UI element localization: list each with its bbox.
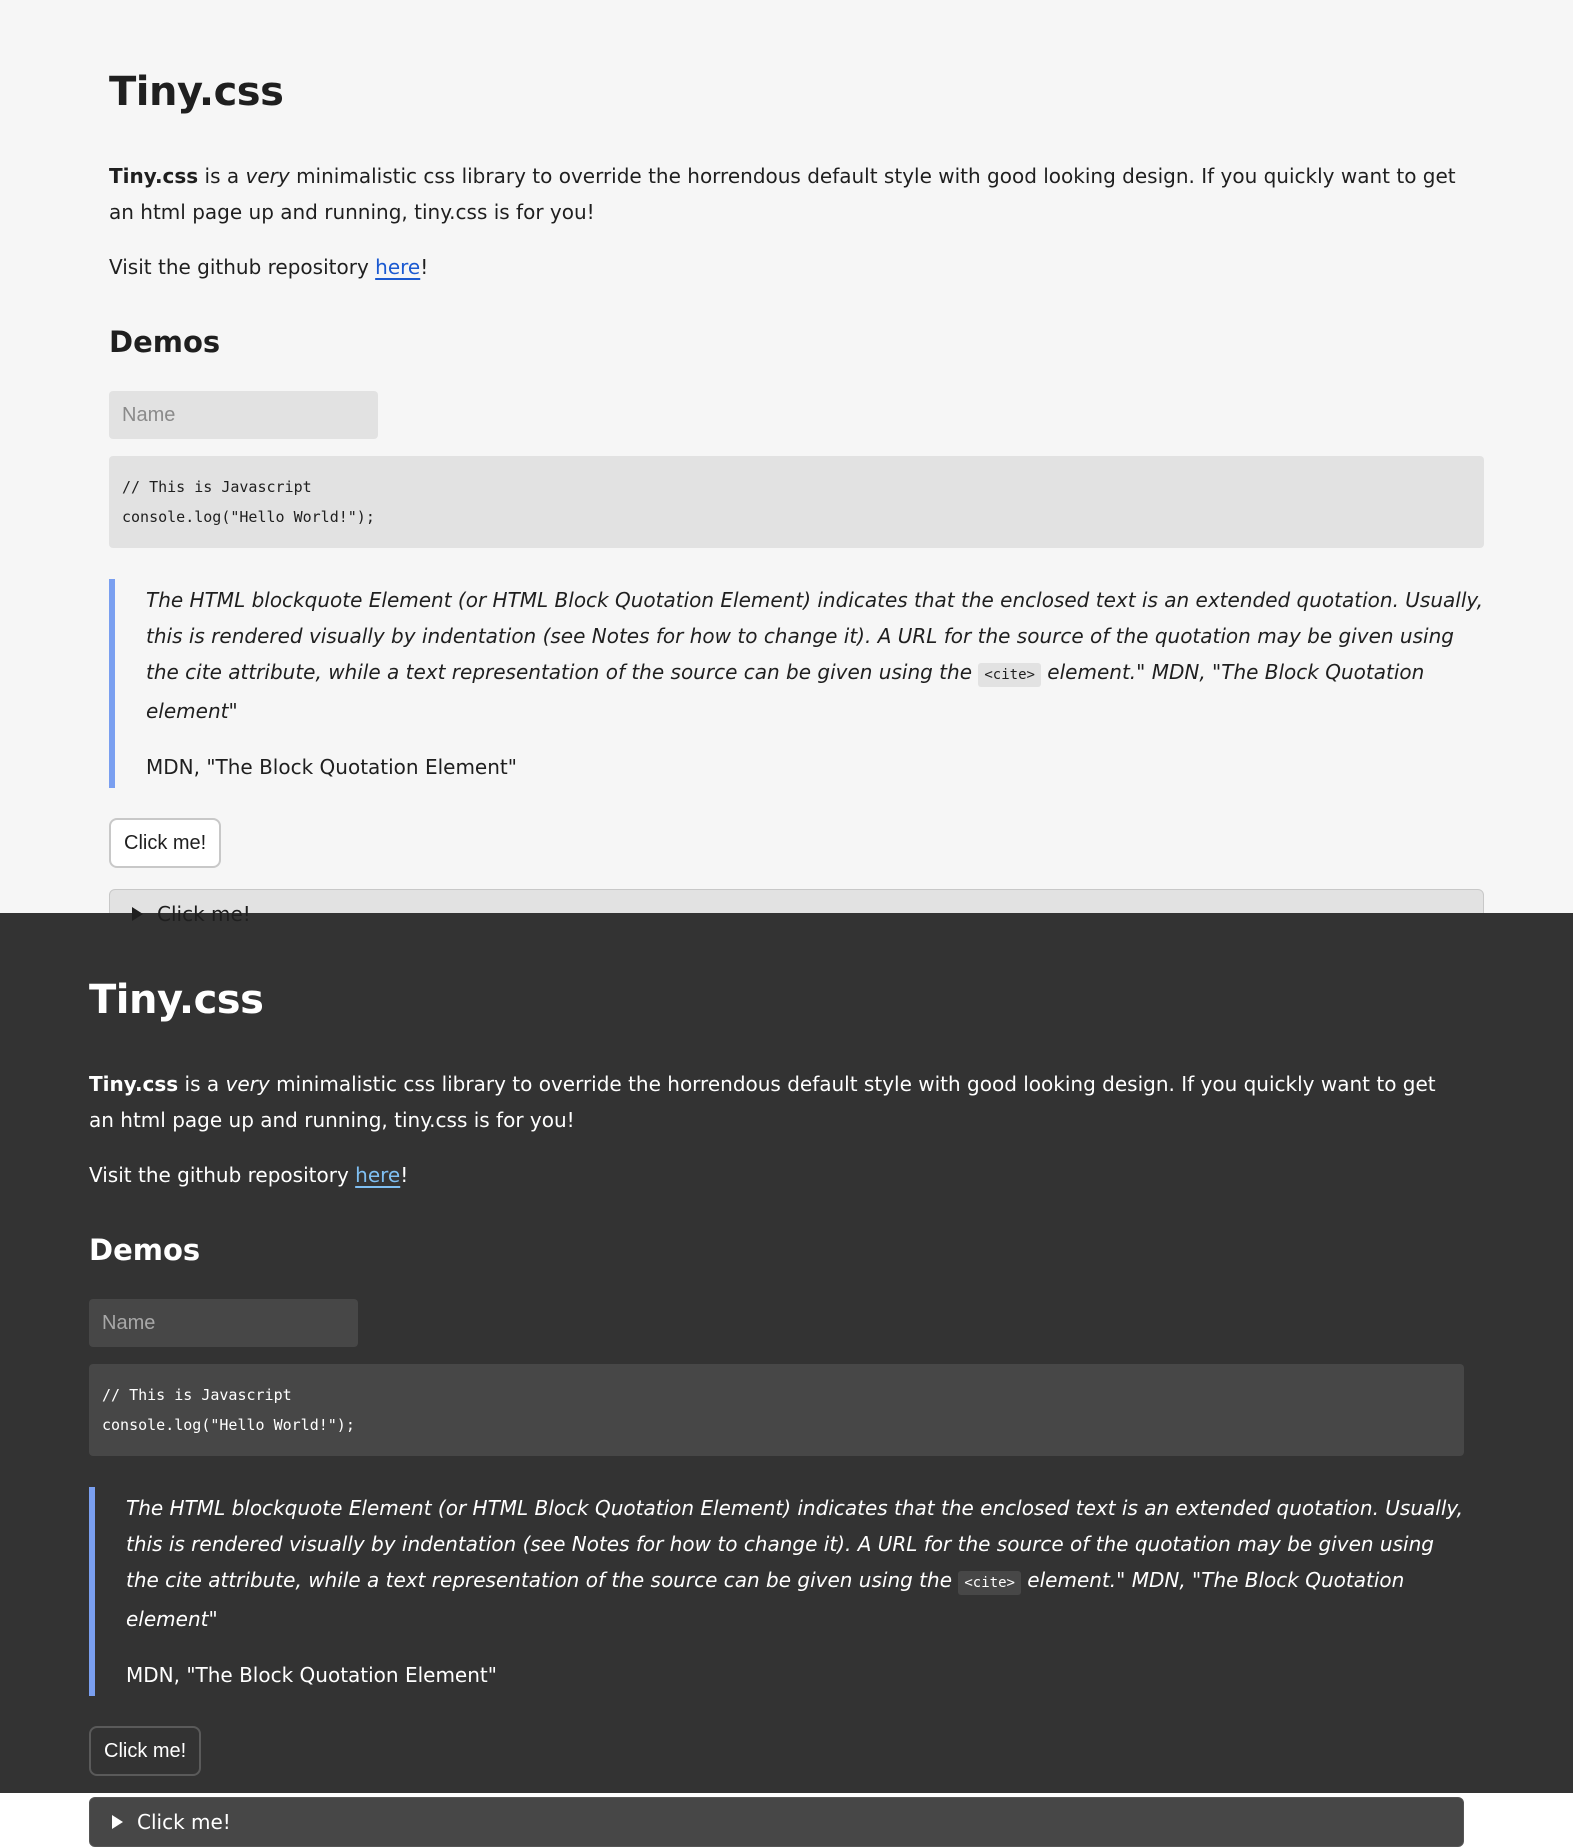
visit-suffix: !: [400, 1163, 409, 1187]
code-block: [109, 456, 1484, 548]
demos-heading: Demos: [89, 1233, 201, 1267]
disclosure-triangle-icon: [112, 1815, 123, 1829]
code-line-comment: // This is Javascript: [122, 478, 312, 496]
quote-text-before: The HTML blockquote Element (or HTML Block Quotation Element) indicates that the enclosed text is an extended quotation. Usually, this is rendered visually by indentation (see Notes for how to change it). A URL for the source of the quotation may be given using the cite attribute, while a text representation of the source can be given using the: [146, 588, 1484, 684]
quote-text: [146, 582, 1484, 729]
disclosure-triangle-icon: [132, 907, 143, 921]
cite-inline-code: <cite>: [958, 1571, 1021, 1595]
details-summary[interactable]: [89, 1797, 1464, 1847]
light-content: [109, 68, 1484, 939]
visit-prefix: Visit the github repository: [89, 1163, 356, 1187]
quote-text: [126, 1490, 1464, 1637]
quote-text-after: element." MDN, "The Block Quotation element": [146, 660, 1425, 723]
code-block: [89, 1364, 1464, 1456]
github-link[interactable]: here: [355, 1163, 401, 1187]
demos-heading: Demos: [109, 325, 221, 359]
quote-source: MDN, "The Block Quotation Element": [146, 755, 517, 779]
name-input[interactable]: [109, 391, 378, 439]
visit-paragraph: [109, 249, 1484, 285]
details-summary-label: Click me!: [157, 902, 251, 926]
intro-paragraph: [109, 158, 1484, 230]
visit-suffix: !: [420, 255, 429, 279]
dark-theme-panel: [0, 913, 1573, 1834]
intro-rest: minimalistic css library to override the horrendous default style with good looking design. If you quickly want to get an html page up and running, tiny.css is for you!: [109, 164, 1456, 224]
cite-inline-code: <cite>: [978, 663, 1041, 687]
quote-text-before: The HTML blockquote Element (or HTML Block Quotation Element) indicates that the enclosed text is an extended quotation. Usually, this is rendered visually by indentation (see Notes for how to change it). A URL for the source of the quotation may be given using the cite attribute, while a text representation of the source can be given using the: [126, 1496, 1464, 1592]
name-input[interactable]: [89, 1299, 358, 1347]
code-line-comment: // This is Javascript: [102, 1386, 292, 1404]
blockquote: [89, 1487, 1464, 1696]
page-title: Tiny.css: [109, 69, 284, 115]
click-me-button[interactable]: Click me!: [89, 1726, 201, 1776]
dark-content: [89, 976, 1464, 1847]
intro-is-a: is a: [178, 1072, 226, 1096]
blockquote: [109, 579, 1484, 788]
quote-text-after: element." MDN, "The Block Quotation element": [126, 1568, 1405, 1631]
click-me-button[interactable]: Click me!: [109, 818, 221, 868]
code-line-log: console.log("Hello World!");: [102, 1416, 355, 1434]
visit-paragraph: [89, 1157, 1464, 1193]
quote-source: MDN, "The Block Quotation Element": [126, 1663, 497, 1687]
details-summary-label: Click me!: [137, 1810, 231, 1834]
page-title: Tiny.css: [89, 977, 264, 1023]
code-line-log: console.log("Hello World!");: [122, 508, 375, 526]
intro-very: very: [245, 164, 290, 188]
intro-brand: Tiny.css: [109, 164, 199, 188]
visit-prefix: Visit the github repository: [109, 255, 376, 279]
intro-is-a: is a: [198, 164, 246, 188]
intro-rest: minimalistic css library to override the horrendous default style with good looking design. If you quickly want to get an html page up and running, tiny.css is for you!: [89, 1072, 1436, 1132]
intro-paragraph: [89, 1066, 1464, 1138]
intro-very: very: [225, 1072, 270, 1096]
intro-brand: Tiny.css: [89, 1072, 179, 1096]
github-link[interactable]: here: [375, 255, 421, 279]
